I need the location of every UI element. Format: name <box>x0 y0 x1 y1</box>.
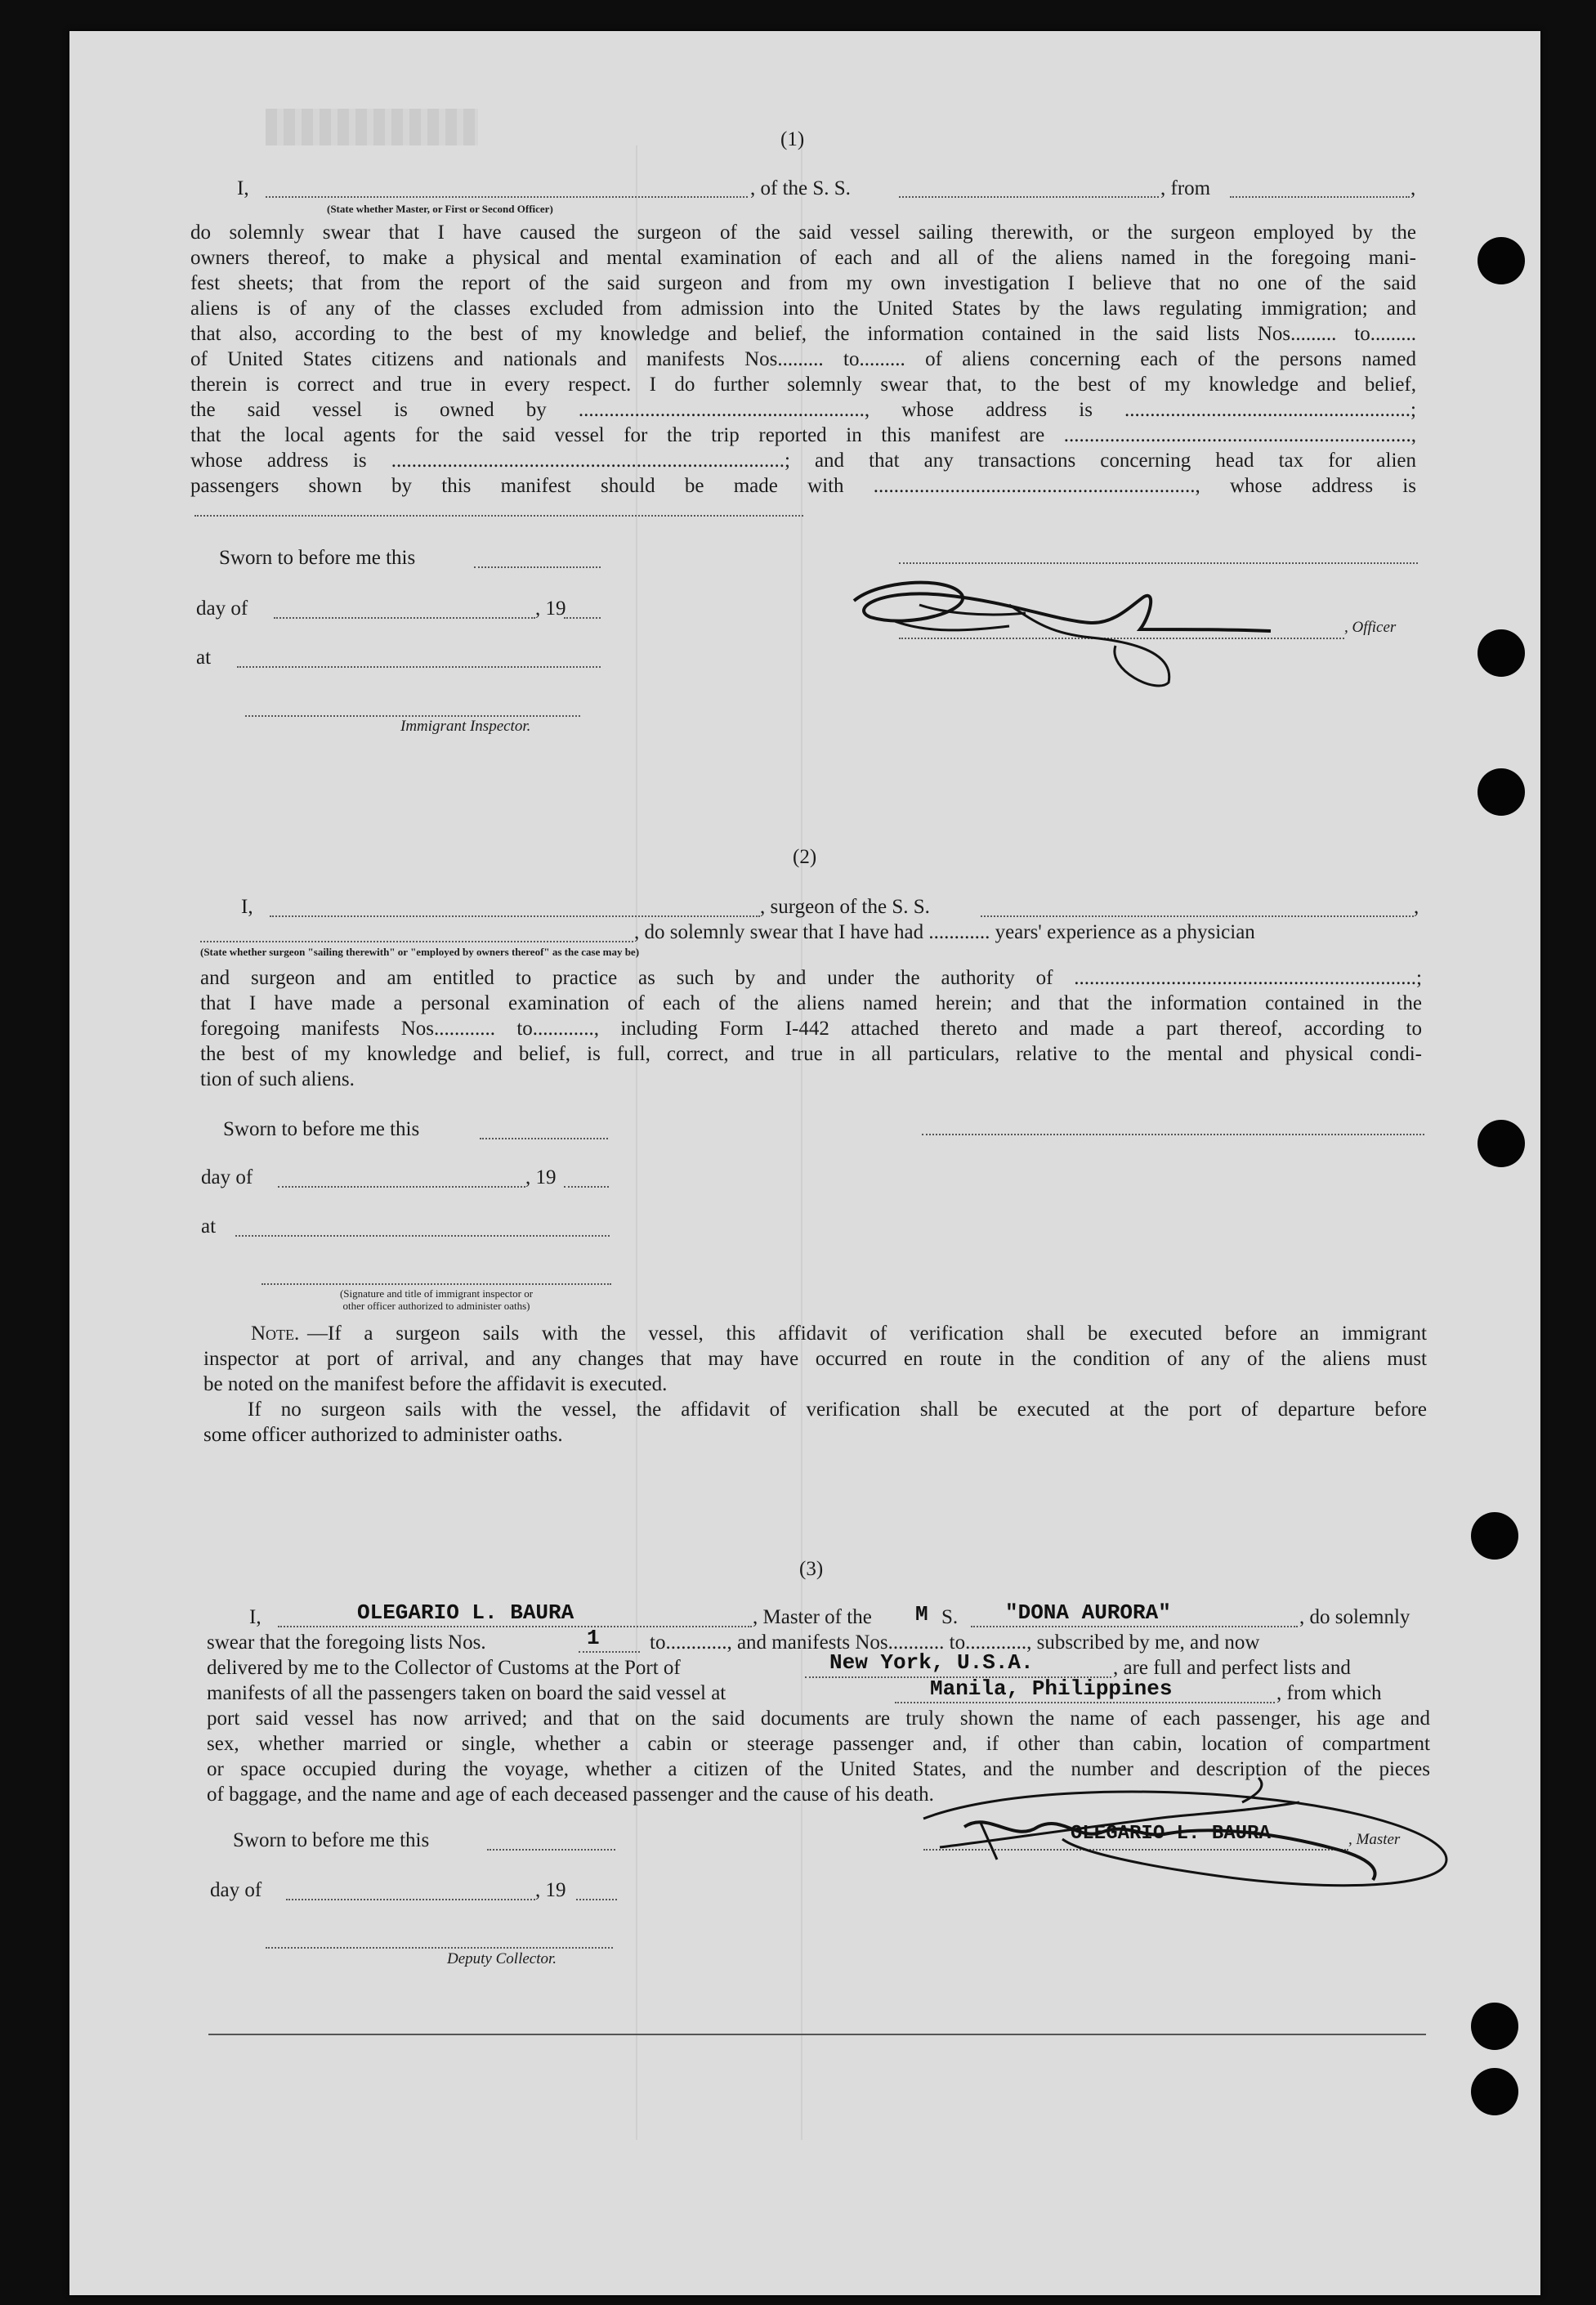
binder-hole <box>1471 2068 1518 2115</box>
note-line: If no surgeon sails with the vessel, the affidavit of verification shall be executed at the port of departure before <box>248 1399 1427 1421</box>
do-solemnly-label: , do solemnly <box>1299 1606 1410 1628</box>
vessel-label: , of the S. S. <box>750 177 851 199</box>
departure-port-typed: Manila, Philippines <box>930 1676 1173 1701</box>
body-line: of United States citizens and nationals and manifests Nos......... to......... of aliens concerning each of the persons named <box>190 348 1416 370</box>
master-of-label: , Master of the <box>753 1606 872 1628</box>
body-line: tion of such aliens. <box>200 1068 355 1090</box>
at-label: at <box>196 647 212 669</box>
day-of-field[interactable] <box>274 617 535 619</box>
year-label: , 19 <box>535 1879 566 1901</box>
body-line: to............, and manifests Nos........... to............, subscribed by me, and now <box>650 1631 1260 1654</box>
binder-hole <box>1478 1120 1525 1167</box>
at-place-field[interactable] <box>237 666 601 668</box>
officer-label: , Officer <box>1344 619 1397 636</box>
signature-caption: other officer authorized to administer oaths) <box>342 1300 530 1312</box>
body-line: that I have made a personal examination of each of the aliens named herein; and that the information contained in the <box>200 992 1422 1014</box>
from-label: , from <box>1160 177 1211 199</box>
end-comma: , <box>1414 896 1419 918</box>
at-place-field[interactable] <box>235 1235 610 1237</box>
sworn-date-field[interactable] <box>480 1138 608 1139</box>
section-number: (1) <box>780 128 805 150</box>
administering-officer-signature-line[interactable] <box>262 1283 611 1285</box>
body-line: therein is correct and true in every respect. I do further solemnly swear that, to the best of my knowledge and belief, <box>190 374 1416 396</box>
body-line: manifests of all the passengers taken on board the said vessel at <box>207 1682 726 1704</box>
surgeon-type-field[interactable] <box>200 941 633 942</box>
body-line: foregoing manifests Nos............ to............, including Form I-442 attached thereto and made a part thereof, according to <box>200 1018 1422 1040</box>
address-continuation-field[interactable] <box>194 515 803 517</box>
body-line: port said vessel has now arrived; and that on the said documents are truly shown the name of each passenger, his age and <box>207 1707 1430 1730</box>
body-line: passengers shown by this manifest should be made with ..............................................................., whose address is <box>190 475 1416 497</box>
day-of-label: day of <box>196 598 248 620</box>
note-line: —If a surgeon sails with the vessel, this affidavit of verification shall be executed before an immigrant <box>307 1323 1427 1345</box>
at-label: at <box>201 1215 217 1238</box>
binder-hole <box>1478 629 1525 677</box>
body-line: the said vessel is owned by ........................................................, whose address is ........................................................; <box>190 399 1416 421</box>
body-line: owners thereof, to make a physical and mental examination of each and all of the aliens named in the foregoing mani- <box>190 247 1416 269</box>
departure-port-field[interactable] <box>895 1702 1275 1703</box>
body-line: that also, according to the best of my knowledge and belief, the information contained in the said lists Nos......... to......... <box>190 323 1416 345</box>
body-line: or space occupied during the voyage, whether a citizen of the United States, and the number and description of the pieces <box>207 1758 1430 1780</box>
master-signature-icon <box>874 1770 1463 1900</box>
oath-opening: I, <box>241 896 253 918</box>
field-caption: (State whether surgeon "sailing therewith" or "employed by owners thereof" as the case may be) <box>200 946 640 958</box>
officer-signature-icon <box>846 572 1303 695</box>
note-line: inspector at port of arrival, and any changes that may have occurred en route in the condition of any of the aliens must <box>203 1348 1427 1370</box>
day-of-label: day of <box>201 1166 253 1188</box>
body-line: and surgeon and am entitled to practice as such by and under the authority of ...................................................................; <box>200 967 1422 989</box>
body-line: fest sheets; that from the report of the said surgeon and from my own investigation I believe that no one of the said <box>190 272 1416 294</box>
body-line: , from which <box>1276 1682 1382 1704</box>
body-line: , do solemnly swear that I have had ............ years' experience as a physician <box>634 921 1255 943</box>
oath-opening: I, <box>249 1606 262 1628</box>
note-line: some officer authorized to administer oaths. <box>203 1424 563 1446</box>
surgeon-vessel-field[interactable] <box>981 915 1414 917</box>
binder-hole <box>1478 768 1525 816</box>
vessel-type-typed: M <box>915 1602 928 1627</box>
body-line: whose address is .............................................................................; and that any transactions concerning head tax for alien <box>190 450 1416 472</box>
binder-hole <box>1471 2003 1518 2050</box>
signature-caption: (Signature and title of immigrant inspector or <box>339 1287 534 1300</box>
year-field[interactable] <box>564 1186 609 1188</box>
list-number-typed: 1 <box>587 1626 600 1650</box>
bottom-rule <box>208 2034 1426 2035</box>
day-of-label: day of <box>210 1879 262 1901</box>
vessel-name-typed: "DONA AURORA" <box>1005 1600 1171 1625</box>
surgeon-signature-line[interactable] <box>922 1134 1424 1135</box>
year-label: , 19 <box>535 598 566 620</box>
body-line: of baggage, and the name and age of each deceased passenger and the cause of his death. <box>207 1784 934 1806</box>
sworn-date-field[interactable] <box>487 1849 615 1851</box>
bleed-through-header <box>266 109 478 145</box>
body-line: swear that the foregoing lists Nos. <box>207 1631 486 1654</box>
day-of-field[interactable] <box>278 1186 525 1188</box>
sworn-date-field[interactable] <box>474 566 601 568</box>
binder-hole <box>1478 237 1525 284</box>
sworn-label: Sworn to before me this <box>223 1118 420 1140</box>
officer-name-line[interactable] <box>899 562 1418 564</box>
master-label: , Master <box>1348 1831 1401 1848</box>
year-label: , 19 <box>525 1166 557 1188</box>
field-caption: (State whether Master, or First or Second Officer) <box>327 203 553 215</box>
year-field[interactable] <box>576 1899 617 1900</box>
list-number-field[interactable] <box>579 1651 640 1653</box>
body-line: the best of my knowledge and belief, is full, correct, and true in all particulars, relative to the mental and physical condi- <box>200 1043 1422 1065</box>
master-name-field[interactable] <box>278 1626 752 1627</box>
surgeon-name-field[interactable] <box>270 915 760 917</box>
sworn-label: Sworn to before me this <box>219 547 416 569</box>
vessel-ss-label: S. <box>941 1606 959 1628</box>
sworn-label: Sworn to before me this <box>233 1829 430 1851</box>
oath-opening: I, <box>237 177 249 199</box>
body-line: that the local agents for the said vessel for the trip reported in this manifest are ...................................................................., <box>190 424 1416 446</box>
deputy-collector-caption: Deputy Collector. <box>447 1950 557 1967</box>
vessel-name-field[interactable] <box>971 1626 1298 1627</box>
from-end: , <box>1410 177 1416 199</box>
arrival-port-typed: New York, U.S.A. <box>829 1650 1034 1675</box>
deputy-collector-signature-line[interactable] <box>266 1947 613 1949</box>
master-name-typed: OLEGARIO L. BAURA <box>357 1600 574 1625</box>
surgeon-of-label: , surgeon of the S. S. <box>760 896 930 918</box>
binder-hole <box>1471 1512 1518 1560</box>
body-line: aliens is of any of the classes excluded from admission into the United States by the laws regulating immigration; and <box>190 298 1416 320</box>
master-signature-typed: OLEGARIO L. BAURA <box>1071 1823 1271 1845</box>
body-line: delivered by me to the Collector of Customs at the Port of <box>207 1657 681 1679</box>
inspector-signature-line[interactable] <box>245 715 580 717</box>
note-label: Note. <box>251 1323 300 1345</box>
inspector-caption: Immigrant Inspector. <box>400 718 531 735</box>
day-of-field[interactable] <box>286 1899 535 1900</box>
body-line: , are full and perfect lists and <box>1113 1657 1351 1679</box>
body-line: sex, whether married or single, whether a cabin or steerage passenger and, if other than cabin, location of compartment <box>207 1733 1430 1755</box>
officer-rank-field[interactable] <box>266 196 748 198</box>
year-field[interactable] <box>564 617 601 619</box>
section-number: (2) <box>793 846 817 868</box>
note-line: be noted on the manifest before the affidavit is executed. <box>203 1373 668 1395</box>
vessel-name-field[interactable] <box>899 196 1159 198</box>
from-port-field[interactable] <box>1230 196 1410 198</box>
body-line: do solemnly swear that I have caused the surgeon of the said vessel sailing therewith, or the surgeon employed by the <box>190 222 1416 244</box>
section-number: (3) <box>799 1558 824 1580</box>
